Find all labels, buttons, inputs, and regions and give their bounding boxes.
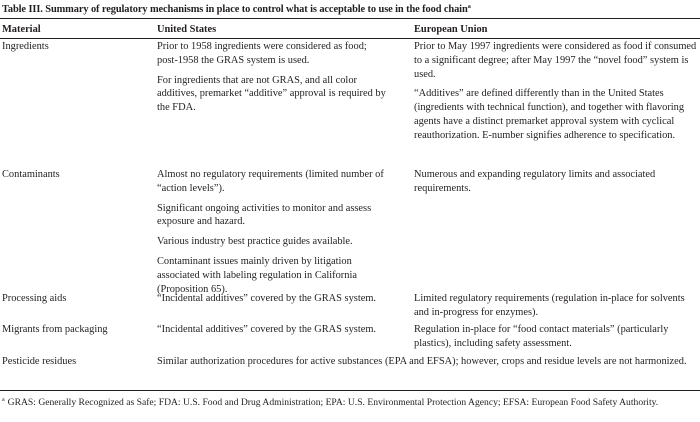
row-migrants-material: Migrants from packaging (2, 324, 108, 335)
row-contaminants-eu (414, 168, 698, 196)
row-ingredients-us-para: Prior to 1958 ingredients were considered as food; post-1958 the GRAS system is used. (157, 41, 367, 66)
header-material: Material (2, 24, 41, 35)
row-contaminants-us-para: Contaminant issues mainly driven by litigation associated with labeling regulation in California (Proposition 65). (157, 255, 357, 295)
row-processing-aids-us-para: “Incidental additives” covered by the GRAS system. (157, 293, 377, 304)
bottom-rule (0, 390, 700, 391)
header-european-union: European Union (414, 24, 488, 35)
row-ingredients-eu-para: Prior to May 1997 ingredients were considered as food if consumed to a significant degree; after May 1997 the “novel food” system is used. (414, 41, 697, 80)
row-ingredients-us-para: For ingredients that are not GRAS, and all color additives, premarket “additive” approval is required by the FDA. (157, 74, 386, 114)
footnote-mark: a (2, 397, 5, 403)
footnote-text: GRAS: Generally Recognized as Safe; FDA: U.S. Food and Drug Administration; EPA: U.S. Environmental Protection Agency; EFSA: European Food Safety Authority. (7, 397, 659, 408)
row-ingredients-us (157, 40, 389, 115)
header-united-states: United States (157, 24, 217, 35)
row-contaminants-material: Contaminants (2, 169, 60, 180)
row-migrants-eu-para: Regulation in-place for “food contact materials” (particularly plastics), including safety assessment. (414, 324, 669, 349)
row-contaminants-us (157, 168, 389, 296)
row-processing-aids-material: Processing aids (2, 293, 67, 304)
row-contaminants-us-para: Various industry best practice guides available. (157, 236, 353, 248)
row-processing-aids-eu-para: Limited regulatory requirements (regulation in-place for solvents and in-progress for enzymes). (414, 293, 685, 318)
row-contaminants-us-para: Almost no regulatory requirements (limited number of “action levels”). (157, 169, 384, 194)
row-pesticides-material: Pesticide residues (2, 356, 77, 367)
table-title-footnote-mark: a (467, 3, 471, 10)
row-migrants-eu (414, 323, 698, 351)
row-ingredients-eu (414, 40, 698, 143)
row-migrants-us-para: “Incidental additives” covered by the GRAS system. (157, 324, 377, 335)
row-contaminants-eu-para: Numerous and expanding regulatory limits and associated requirements. (414, 169, 656, 194)
row-processing-aids-us (157, 292, 389, 306)
row-migrants-us (157, 323, 389, 337)
table-footnote (2, 394, 692, 410)
row-processing-aids-eu (414, 292, 698, 320)
row-ingredients-material: Ingredients (2, 41, 49, 52)
row-ingredients-eu-para: “Additives” are defined differently than in the United States (ingredients with technical function), and together with flavoring agents have a distinct premarket approval system with cyclical reauthorization. E-number signifies adherence to specification. (414, 88, 685, 141)
table-caption (2, 3, 471, 15)
row-contaminants-us-para: Significant ongoing activities to monitor and assess exposure and hazard. (157, 202, 372, 228)
table-title: Table III. Summary of regulatory mechanisms in place to control what is acceptable to use in the food chain (2, 4, 468, 15)
top-rule (0, 18, 700, 19)
row-pesticides-both: Similar authorization procedures for active substances (EPA and EFSA); however, crops and residue levels are not harmonized. (157, 356, 687, 367)
header-rule (0, 38, 700, 39)
